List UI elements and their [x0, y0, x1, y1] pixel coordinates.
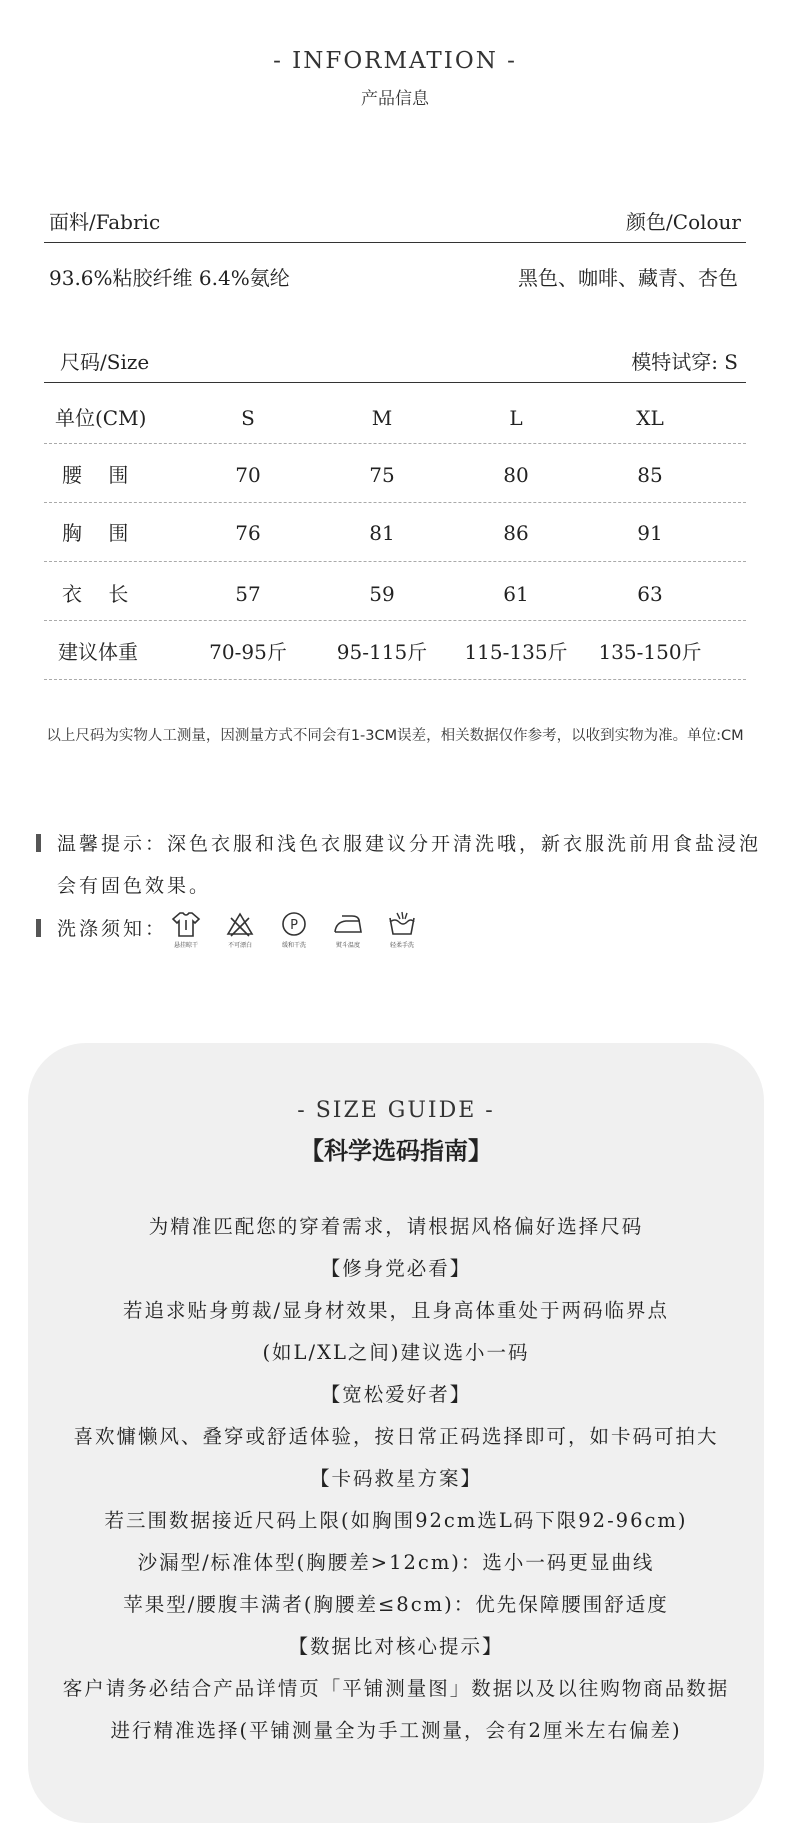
fabric-label: 面料/Fabric — [49, 210, 161, 234]
table-cell: 70 — [235, 463, 261, 487]
warm-tip — [36, 823, 781, 865]
guide-text — [28, 1206, 764, 1752]
table-header-cell: M — [371, 406, 393, 430]
guide-line: 【宽松爱好者】 — [320, 1383, 472, 1406]
dry-clean-icon — [274, 910, 314, 949]
wash-icon-label: 熨斗温度 — [335, 942, 360, 949]
wash-icon-label: 轻柔手洗 — [389, 942, 414, 949]
dashed-divider — [44, 502, 746, 503]
divider — [44, 382, 746, 383]
guide-line: 若三围数据接近尺码上限(如胸围92cm选L码下限92-96cm) — [104, 1509, 688, 1532]
wash-icons — [166, 910, 422, 949]
table-cell: 61 — [503, 582, 529, 606]
guide-line: 若追求贴身剪裁/显身材效果，且身高体重处于两码临界点 — [122, 1299, 670, 1322]
table-cell: 75 — [369, 463, 395, 487]
wash-icon-label: 悬挂晾干 — [173, 942, 198, 949]
table-cell: 86 — [503, 521, 529, 545]
wash-label: 洗涤须知： — [57, 918, 168, 940]
hand-wash-icon — [382, 910, 422, 949]
table-cell: 57 — [235, 582, 261, 606]
colour-value: 黑色、咖啡、藏青、杏色 — [518, 266, 738, 290]
table-header-row — [0, 398, 790, 438]
table-cell: 70-95斤 — [209, 640, 287, 664]
size-guide-card — [28, 1043, 764, 1823]
table-cell: 135-150斤 — [598, 640, 702, 664]
guide-subtitle: 【科学选码指南】 — [300, 1136, 492, 1165]
guide-line: 【修身党必看】 — [320, 1257, 472, 1280]
info-subtitle: 产品信息 — [361, 89, 429, 109]
table-cell: 59 — [369, 582, 395, 606]
table-header-cell: S — [241, 406, 255, 430]
dashed-divider — [44, 679, 746, 680]
table-cell: 85 — [637, 463, 663, 487]
table-row — [0, 574, 790, 614]
bullet-bar — [36, 919, 41, 937]
table-header-cell: 单位(CM) — [55, 406, 147, 430]
guide-line: 【数据比对核心提示】 — [288, 1635, 504, 1658]
hang-dry-icon — [166, 910, 206, 949]
colour-label: 颜色/Colour — [626, 210, 741, 234]
table-header-cell: L — [509, 406, 523, 430]
svg-text:P: P — [290, 918, 298, 933]
dashed-divider — [44, 561, 746, 562]
measurement-note: 以上尺码为实物人工测量，因测量方式不同会有1-3CM误差，相关数据仅作参考，以收到实物为准。单位:CM — [46, 728, 744, 744]
guide-line: 沙漏型/标准体型(胸腰差>12cm)：选小一码更显曲线 — [137, 1551, 655, 1574]
dashed-divider — [44, 620, 746, 621]
warm-tip-continued: 会有固色效果。 — [57, 875, 212, 897]
table-header-cell: XL — [636, 406, 664, 430]
guide-line: 进行精准选择(平铺测量全为手工测量，会有2厘米左右偏差) — [110, 1719, 682, 1742]
wash-icon-label: 不可漂白 — [227, 942, 252, 949]
divider — [44, 242, 746, 243]
table-cell-label: 腰 围 — [62, 463, 129, 487]
bullet-bar — [36, 834, 41, 852]
table-row — [0, 513, 790, 553]
wash-icon-label: 缓和干洗 — [281, 942, 306, 949]
table-cell: 95-115斤 — [336, 640, 428, 664]
guide-line: 为精准匹配您的穿着需求，请根据风格偏好选择尺码 — [148, 1215, 644, 1238]
guide-line: 【卡码救星方案】 — [309, 1467, 482, 1490]
table-cell: 76 — [235, 521, 261, 545]
guide-line: (如L/XL之间)建议选小一码 — [262, 1341, 530, 1364]
model-size: 模特试穿: S — [631, 350, 738, 374]
table-cell-label: 建议体重 — [58, 640, 138, 664]
table-row — [0, 455, 790, 495]
table-cell: 91 — [637, 521, 663, 545]
guide-line: 客户请务必结合产品详情页「平铺测量图」数据以及以往购物商品数据 — [62, 1677, 730, 1700]
table-row — [0, 632, 790, 672]
table-cell: 80 — [503, 463, 529, 487]
dashed-divider — [44, 443, 746, 444]
guide-line: 苹果型/腰腹丰满者(胸腰差≤8cm)：优先保障腰围舒适度 — [123, 1593, 669, 1616]
fabric-value: 93.6%粘胶纤维 6.4%氨纶 — [49, 266, 290, 290]
size-label: 尺码/Size — [60, 350, 150, 374]
warm-tip-text: 温馨提示：深色衣服和浅色衣服建议分开清洗哦，新衣服洗前用食盐浸泡 — [57, 833, 762, 855]
table-cell-label: 衣 长 — [62, 582, 129, 606]
info-title: - INFORMATION - — [273, 48, 517, 74]
table-cell: 63 — [637, 582, 663, 606]
table-cell: 115-135斤 — [464, 640, 568, 664]
guide-line: 喜欢慵懒风、叠穿或舒适体验，按日常正码选择即可，如卡码可拍大 — [73, 1425, 719, 1448]
guide-title: - SIZE GUIDE - — [297, 1098, 495, 1123]
iron-icon — [328, 910, 368, 949]
table-cell: 81 — [369, 521, 395, 545]
no-bleach-icon — [220, 910, 260, 949]
table-cell-label: 胸 围 — [62, 521, 129, 545]
